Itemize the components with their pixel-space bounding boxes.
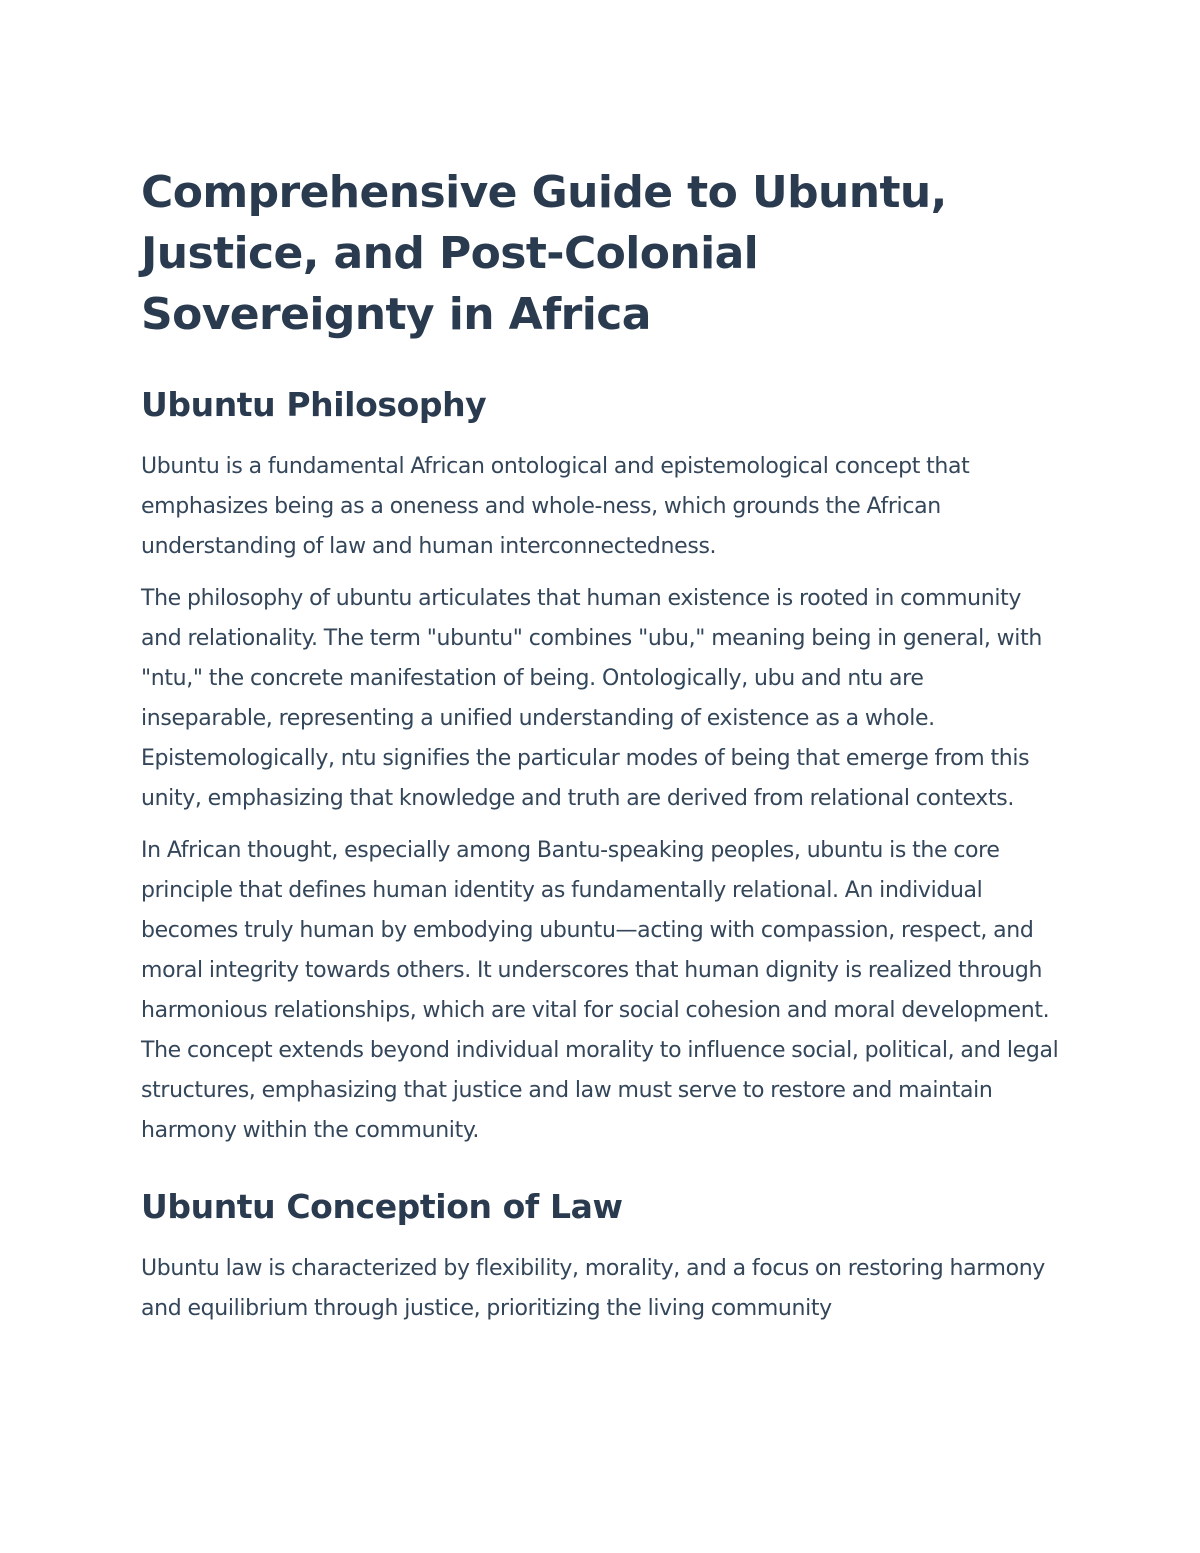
section-ubuntu-philosophy [141, 383, 1061, 1151]
document-page [141, 162, 1061, 1329]
section-heading: Ubuntu Philosophy [141, 385, 487, 424]
paragraph: In African thought, especially among Bantu-speaking peoples, ubuntu is the core principle that defines human identity as fundamentally relational. An individual becomes truly human by embodying ubuntu—acting with compassion, respect, and moral integrity towards others. It underscores that human dignity is realized through harmonious relationships, which are vital for social cohesion and moral development. The concept extends beyond individual morality to influence social, political, and legal structures, emphasizing that justice and law must serve to restore and maintain harmony within the community. [141, 838, 1059, 1143]
section-heading: Ubuntu Conception of Law [141, 1187, 623, 1226]
section-ubuntu-conception-of-law [141, 1185, 1061, 1329]
paragraph: Ubuntu law is characterized by flexibility, morality, and a focus on restoring harmony and equilibrium through justice, prioritizing the living community [141, 1256, 1045, 1321]
paragraph: The philosophy of ubuntu articulates that human existence is rooted in community and relationality. The term "ubuntu" combines "ubu," meaning being in general, with "ntu," the concrete manifestation of being. Ontologically, ubu and ntu are inseparable, representing a unified understanding of existence as a whole. Epistemologically, ntu signifies the particular modes of being that emerge from this unity, emphasizing that knowledge and truth are derived from relational contexts. [141, 586, 1042, 811]
document-title: Comprehensive Guide to Ubuntu, Justice, and Post-Colonial Sovereignty in Africa [141, 167, 947, 340]
paragraph: Ubuntu is a fundamental African ontological and epistemological concept that emphasizes being as a oneness and whole-ness, which grounds the African understanding of law and human interconnectedness. [141, 454, 970, 559]
